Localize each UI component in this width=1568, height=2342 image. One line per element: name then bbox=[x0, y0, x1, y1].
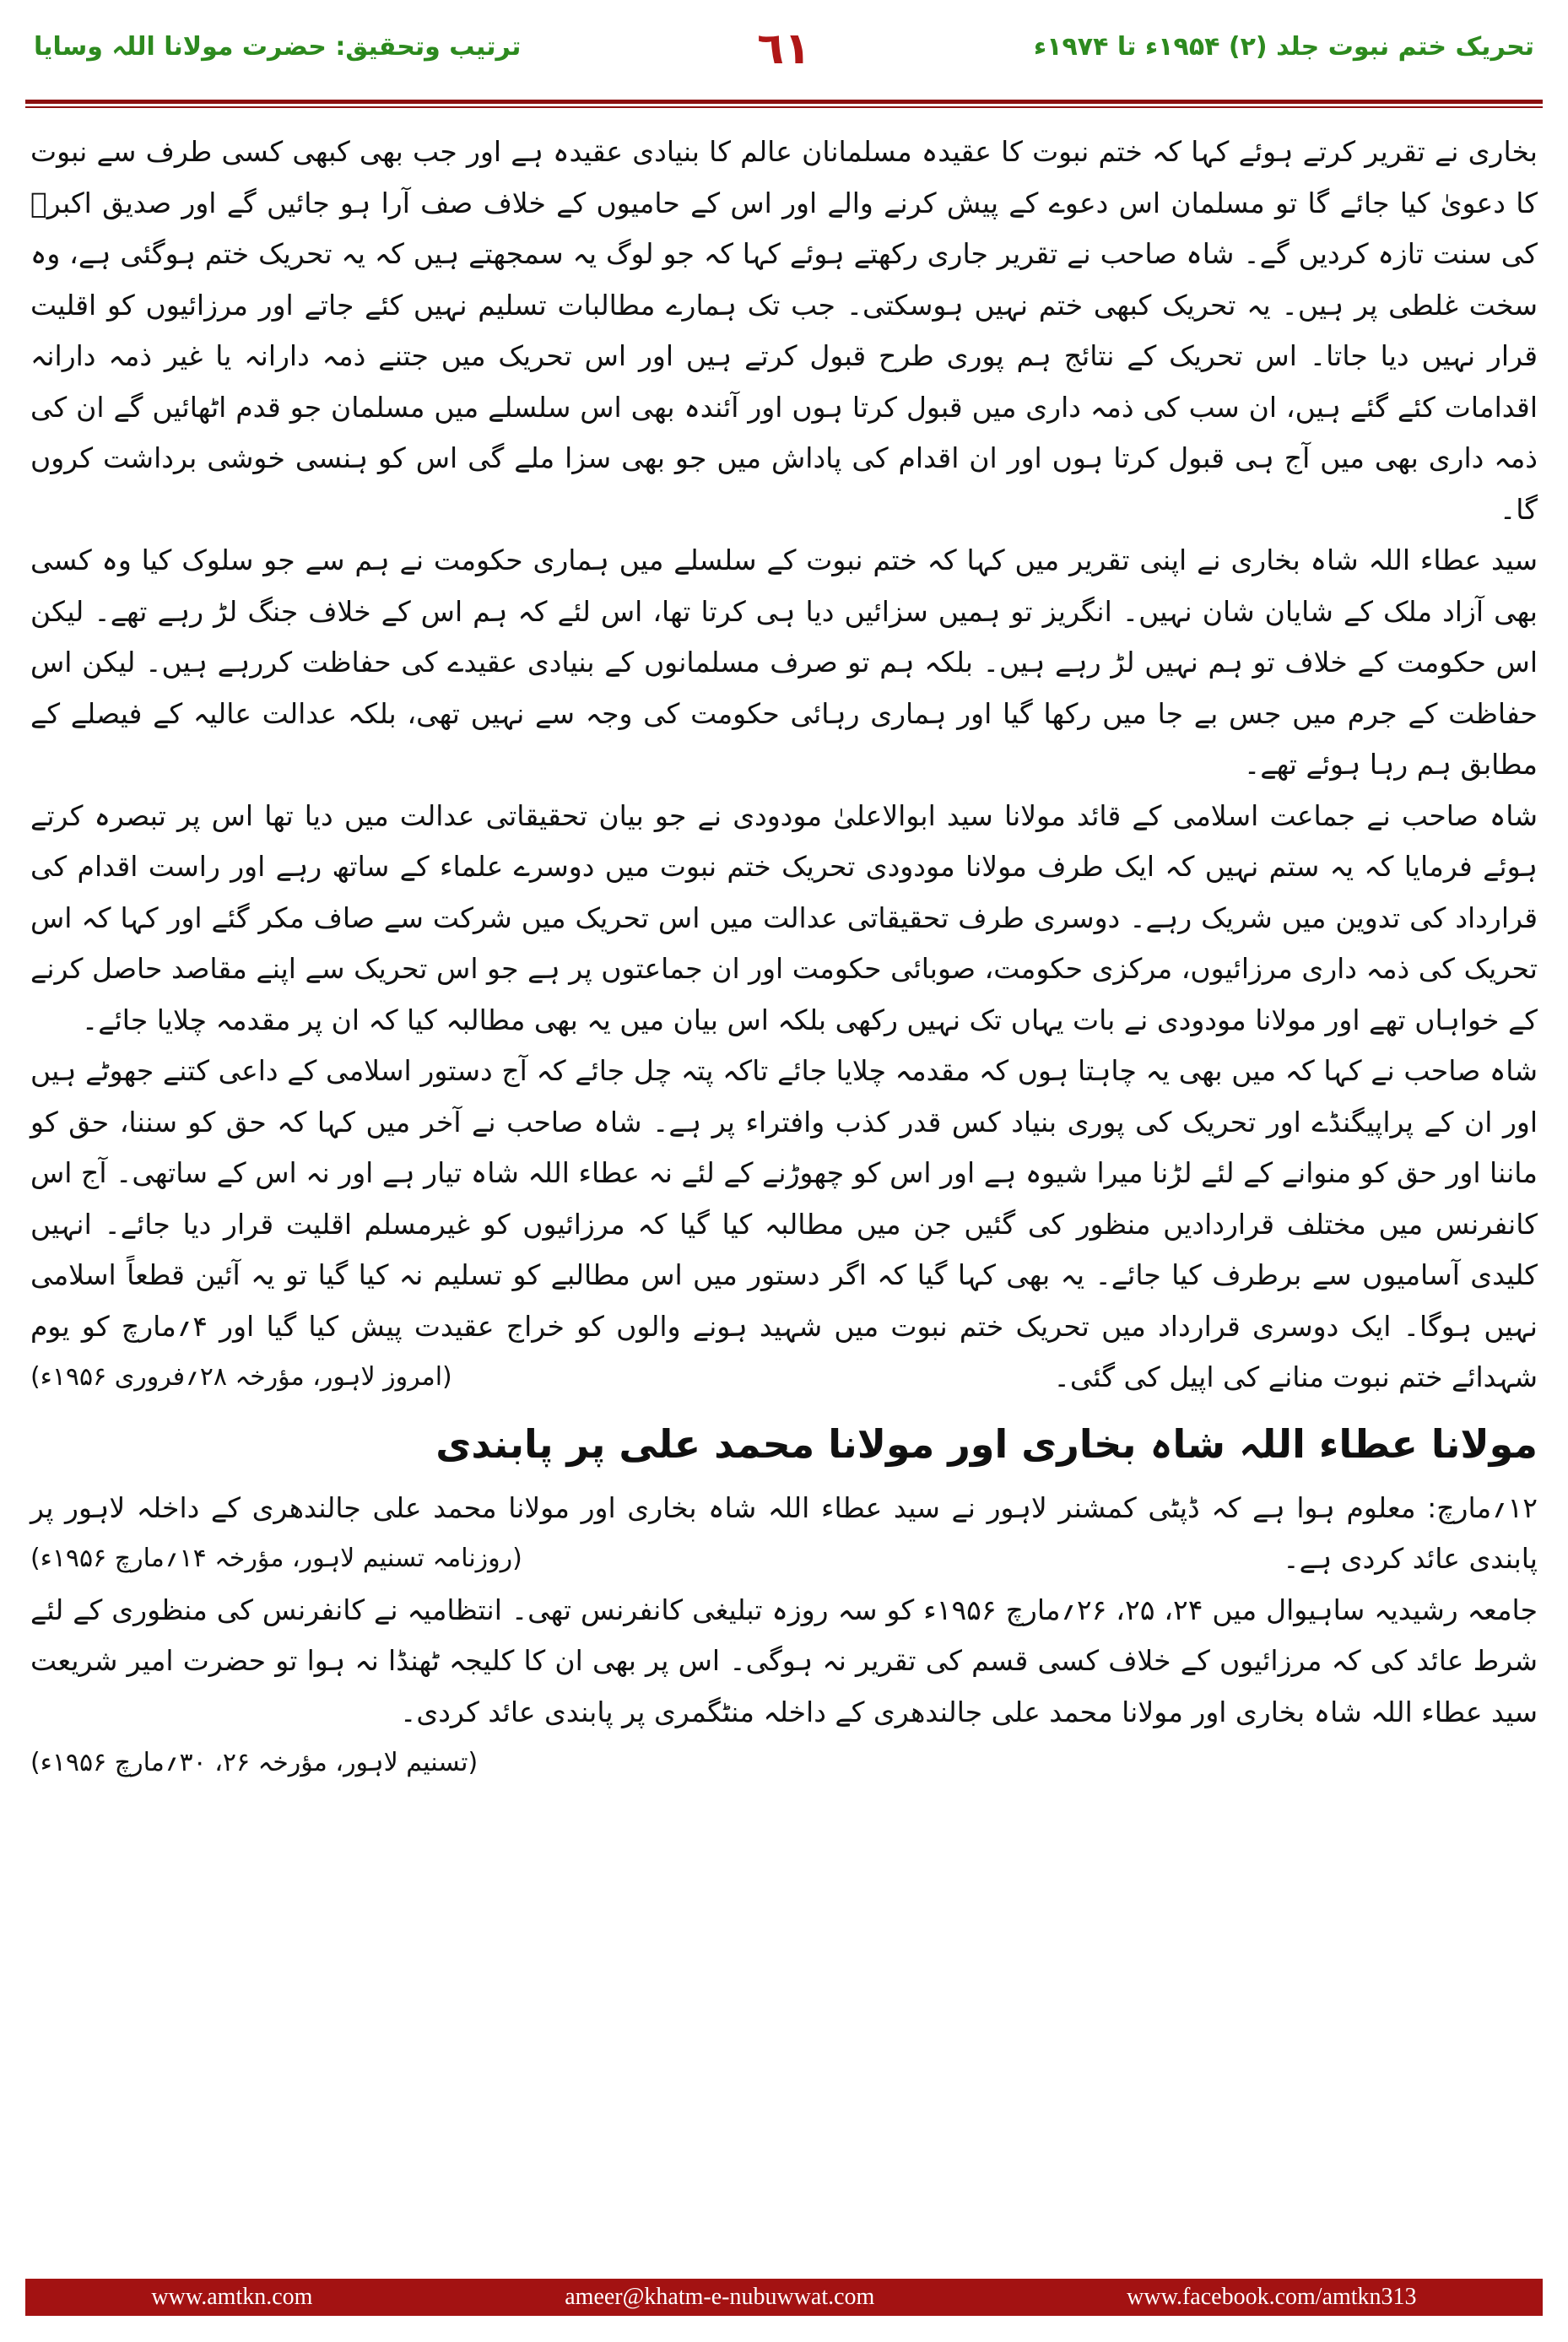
footer-website-link[interactable]: www.amtkn.com bbox=[151, 2284, 313, 2310]
paragraph-6-text: جامعہ رشیدیہ ساہیوال میں ۲۴، ۲۵، ۲۶؍مارچ ۱۹۵۶ء کو سہ روزہ تبلیغی کانفرنس تھی۔ انتظامیہ نے کانفرنس کی منظوری کے لئے شرط عائد کی کہ مرزائیوں کے خلاف کسی قسم کی تقریر نہ ہوگی۔ اس پر بھی ان کا کلیجہ ٹھنڈا نہ ہوا تو حضرت امیر شریعت سید عطاء اللہ شاہ بخاری اور مولانا محمد علی جالندھری کے داخلہ منٹگمری پر پابندی عائد کردی۔ bbox=[30, 1593, 1538, 1728]
footer-facebook-link[interactable]: www.facebook.com/amtkn313 bbox=[1127, 2284, 1417, 2310]
citation-amroz: (امروز لاہور، مؤرخہ ۲۸؍فروری ۱۹۵۶ء) bbox=[30, 1362, 452, 1392]
paragraph-5-text: ۱۲؍مارچ: معلوم ہوا ہے کہ ڈپٹی کمشنر لاہور نے سید عطاء اللہ شاہ بخاری اور مولانا محمد علی جالندھری کے داخلہ لاہور پر پابندی عائد کردی ہے۔ bbox=[30, 1490, 1538, 1575]
editor-credit: ترتیب وتحقیق: حضرت مولانا اللہ وسایا bbox=[34, 32, 522, 62]
header-rule-thick bbox=[25, 100, 1543, 104]
paragraph-3: شاہ صاحب نے جماعت اسلامی کے قائد مولانا سید ابوالاعلیٰ مودودی نے جو بیان تحقیقاتی عدالت میں دیا تھا اس پر تبصرہ کرتے ہوئے فرمایا کہ یہ ستم نہیں کہ ایک طرف مولانا مودودی تحریک ختم نبوت میں دوسرے علماء کے ساتھ رہے اور راست اقدام کی قرارداد کی تدوین میں شریک رہے۔ دوسری طرف تحقیقاتی عدالت میں اس تحریک میں شرکت سے صاف مکر گئے اور کہا کہ اس تحریک کی ذمہ داری مرزائیوں، مرکزی حکومت، صوبائی حکومت اور ان جماعتوں پر ہے جو اس تحریک سے اپنے مقاصد حاصل کرنے کے خواہاں تھے اور مولانا مودودی نے بات یہاں تک نہیں رکھی بلکہ اس بیان میں یہ بھی مطالبہ کیا کہ ان پر مقدمہ چلایا جائے۔ bbox=[30, 798, 1538, 1036]
book-title: تحریک ختم نبوت جلد (۲) ۱۹۵۴ء تا ۱۹۷۴ء bbox=[1033, 32, 1534, 62]
section-heading: مولانا عطاء اللہ شاہ بخاری اور مولانا محمد علی پر پابندی bbox=[435, 1420, 1538, 1467]
paragraph-4-text: شاہ صاحب نے کہا کہ میں بھی یہ چاہتا ہوں کہ مقدمہ چلایا جائے تاکہ پتہ چل جائے کہ آج دستور اسلامی کے داعی کتنے جھوٹے ہیں اور ان کے پراپیگنڈے اور تحریک کی پوری بنیاد کس قدر کذب وافتراء پر ہے۔ شاہ صاحب نے آخر میں کہا کہ حق کو سننا، حق کو ماننا اور حق کو منوانے کے لئے لڑنا میرا شیوہ ہے اور اس کو چھوڑنے کے لئے نہ عطاء اللہ شاہ تیار ہے اور نہ اس کے ساتھی۔ آج اس کانفرنس میں مختلف قراردادیں منظور کی گئیں جن میں مطالبہ کیا گیا کہ مرزائیوں کو غیرمسلم اقلیت قرار دیا جائے۔ انہیں کلیدی آسامیوں سے برطرف کیا جائے۔ یہ بھی کہا گیا کہ اگر دستور میں اس مطالبے کو تسلیم نہ کیا گیا تو یہ آئین قطعاً اسلامی نہیں ہوگا۔ ایک دوسری قرارداد میں تحریک ختم نبوت میں شہید ہونے والوں کو خراج عقیدت پیش کیا گیا اور ۴؍مارچ کو یوم شہدائے ختم نبوت منانے کی اپیل کی گئی۔ bbox=[30, 1054, 1538, 1393]
page-footer bbox=[25, 2279, 1543, 2316]
paragraph-5 bbox=[30, 1483, 1538, 1585]
citation-tasneem-2: (تسنیم لاہور، مؤرخہ ۲۶، ۳۰؍مارچ ۱۹۵۶ء) bbox=[30, 1748, 479, 1777]
citation-tasneem-1: (روزنامہ تسنیم لاہور، مؤرخہ ۱۴؍مارچ ۱۹۵۶ء) bbox=[30, 1544, 522, 1573]
page-number: ٦١ bbox=[757, 24, 811, 74]
article-body bbox=[30, 127, 1538, 2245]
paragraph-2: سید عطاء اللہ شاہ بخاری نے اپنی تقریر میں کہا کہ ختم نبوت کے سلسلے میں ہماری حکومت نے ہم سے جو سلوک کیا وہ کسی بھی آزاد ملک کے شایان شان نہیں۔ انگریز تو ہمیں سزائیں دیا ہی کرتا تھا، اس لئے کہ ہم اس کے خلاف جنگ لڑ رہے تھے۔ لیکن اس حکومت کے خلاف تو ہم نہیں لڑ رہے ہیں۔ بلکہ ہم تو صرف مسلمانوں کے بنیادی عقیدے کی حفاظت کررہے ہیں۔ لیکن اس حفاظت کے جرم میں جس بے جا میں رکھا گیا اور ہماری رہائی حکومت کی وجہ سے نہیں تھی، بلکہ عدالت عالیہ کے فیصلے کے مطابق ہم رہا ہوئے تھے۔ bbox=[30, 544, 1538, 781]
paragraph-6 bbox=[30, 1585, 1538, 1777]
paragraph-4 bbox=[30, 1046, 1538, 1404]
paragraph-1: بخاری نے تقریر کرتے ہوئے کہا کہ ختم نبوت کا عقیدہ مسلمانان عالم کا بنیادی عقیدہ ہے اور جب بھی کبھی کسی طرف سے نبوت کا دعویٰ کیا جائے گا تو مسلمان اس دعوے کے پیش کرنے والے اور اس کے حامیوں کے خلاف صف آرا ہو جائیں گے اور صدیق اکبرؓ کی سنت تازہ کردیں گے۔ شاہ صاحب نے تقریر جاری رکھتے ہوئے کہا کہ جو لوگ یہ سمجھتے ہیں کہ یہ تحریک ختم ہوگئی ہے، وہ سخت غلطی پر ہیں۔ یہ تحریک کبھی ختم نہیں ہوسکتی۔ جب تک ہمارے مطالبات تسلیم نہیں کئے جاتے اور مرزائیوں کو اقلیت قرار نہیں دیا جاتا۔ اس تحریک کے نتائج ہم پوری طرح قبول کرتے ہیں اور اس تحریک میں جتنے ذمہ دارانہ یا غیر ذمہ دارانہ اقدامات کئے گئے ہیں، ان سب کی ذمہ داری میں قبول کرتا ہوں اور آئندہ بھی اس سلسلے میں مسلمان جو قدم اٹھائیں گے ان کی ذمہ داری بھی میں آج ہی قبول کرتا ہوں اور ان اقدام کی پاداش میں جو بھی سزا ملے گی اس کو ہنسی خوشی برداشت کروں گا۔ bbox=[30, 135, 1538, 526]
page-header bbox=[0, 0, 1568, 110]
header-rule-thin bbox=[25, 106, 1543, 108]
footer-email-link[interactable]: ameer@khatm-e-nubuwwat.com bbox=[565, 2284, 875, 2310]
